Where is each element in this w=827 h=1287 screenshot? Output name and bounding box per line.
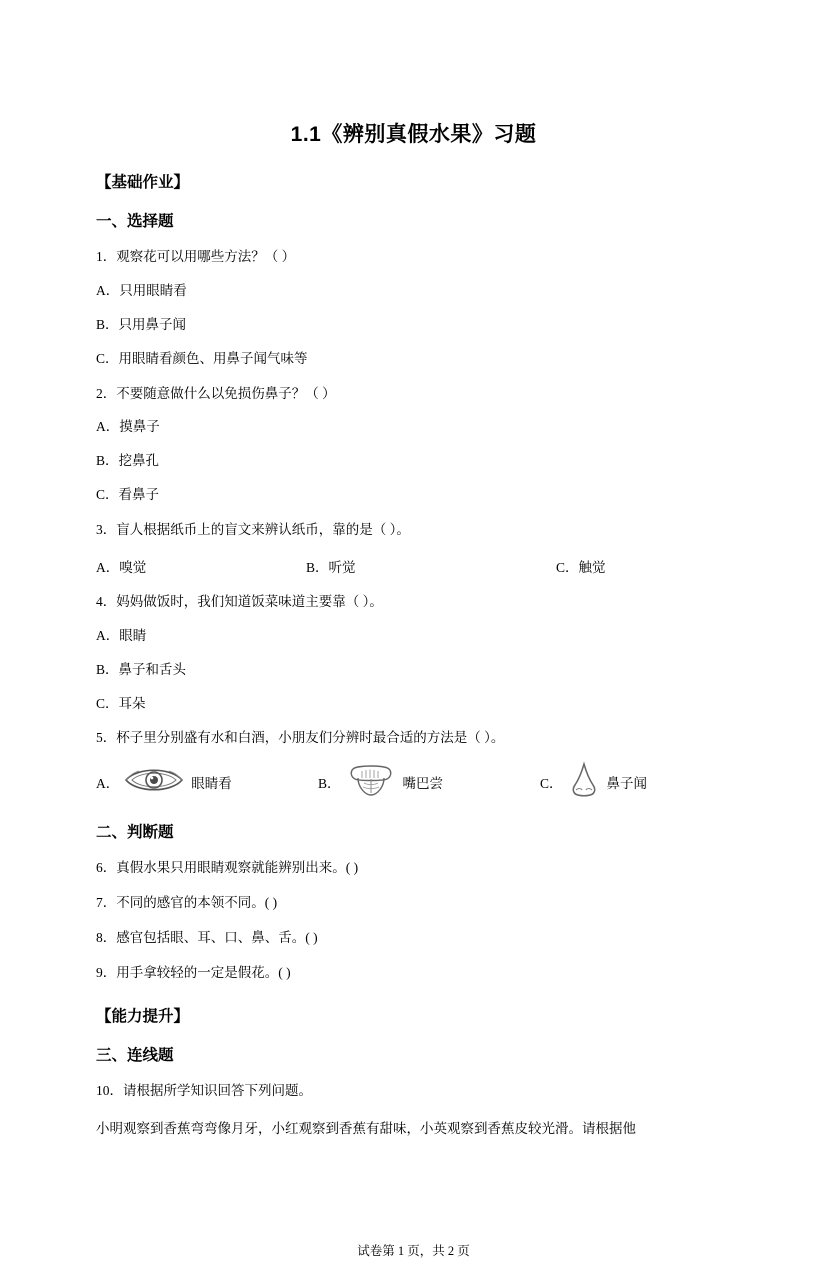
- page-title: 1.1《辨别真假水果》习题: [290, 123, 537, 146]
- question-4-option-a: A．眼睛: [96, 627, 147, 643]
- question-2-option-b: B．挖鼻孔: [96, 453, 160, 469]
- page-footer: 试卷第 1 页，共 2 页: [357, 1244, 470, 1258]
- question-5-option-c: [540, 761, 647, 803]
- section-matching-questions: 三、连线题: [96, 1046, 174, 1064]
- section-basic-homework: 【基础作业】: [96, 174, 190, 191]
- document-page: [0, 118, 827, 1287]
- question-6: 6．真假水果只用眼睛观察就能辨别出来。( ): [96, 860, 359, 876]
- question-5-option-c-label: 鼻子闻: [606, 776, 648, 792]
- nose-icon: [567, 761, 601, 803]
- question-2-option-a: A．摸鼻子: [96, 419, 160, 435]
- question-5-option-a-letter: A．: [96, 776, 120, 792]
- question-1-option-a: A．只用眼睛看: [96, 282, 187, 298]
- tongue-icon: [345, 763, 397, 801]
- question-5-option-c-letter: C．: [540, 776, 563, 792]
- question-5-stem: 5．杯子里分别盛有水和白酒，小朋友们分辨时最合适的方法是（ ）。: [96, 730, 505, 746]
- question-5-option-b: [318, 763, 540, 801]
- question-9: 9．用手拿较轻的一定是假花。( ): [96, 964, 291, 980]
- question-3-option-c: C．触觉: [556, 559, 606, 575]
- question-5-option-b-letter: B．: [318, 776, 341, 792]
- question-1-option-c: C．用眼睛看颜色、用鼻子闻气味等: [96, 350, 308, 366]
- question-4-option-b: B．鼻子和舌头: [96, 661, 187, 677]
- section-judgement-questions: 二、判断题: [96, 824, 174, 842]
- question-10-stem: 10．请根据所学知识回答下列问题。: [96, 1082, 312, 1098]
- question-5-option-b-label: 嘴巴尝: [402, 776, 444, 792]
- question-2-option-c: C．看鼻子: [96, 487, 160, 503]
- question-2-stem: 2．不要随意做什么以免损伤鼻子？（ ）: [96, 385, 336, 401]
- question-5-options: [96, 761, 731, 803]
- question-3-stem: 3．盲人根据纸币上的盲文来辨认纸币，靠的是（ ）。: [96, 522, 410, 537]
- question-8: 8．感官包括眼、耳、口、鼻、舌。( ): [96, 930, 318, 945]
- question-1-option-b: B．只用鼻子闻: [96, 316, 187, 332]
- question-7: 7．不同的感官的本领不同。( ): [96, 895, 278, 911]
- eye-icon: [123, 765, 185, 799]
- question-4-stem: 4．妈妈做饭时，我们知道饭菜味道主要靠（ ）。: [96, 593, 383, 609]
- question-5-option-a-label: 眼睛看: [191, 776, 232, 792]
- question-4-option-c: C．耳朵: [96, 695, 146, 711]
- question-3-options: [96, 556, 731, 576]
- section-ability-improvement: 【能力提升】: [96, 1007, 190, 1025]
- section-choice-questions: 一、选择题: [96, 213, 174, 230]
- question-3-option-a: A．嗅觉: [96, 559, 147, 575]
- question-1-stem: 1．观察花可以用哪些方法？（ ）: [96, 249, 296, 264]
- question-3-option-b: B．听觉: [306, 559, 356, 575]
- question-5-option-a: [96, 765, 318, 799]
- question-10-body: 小明观察到香蕉弯弯像月牙，小红观察到香蕉有甜味，小英观察到香蕉皮较光滑。请根据他: [96, 1120, 636, 1136]
